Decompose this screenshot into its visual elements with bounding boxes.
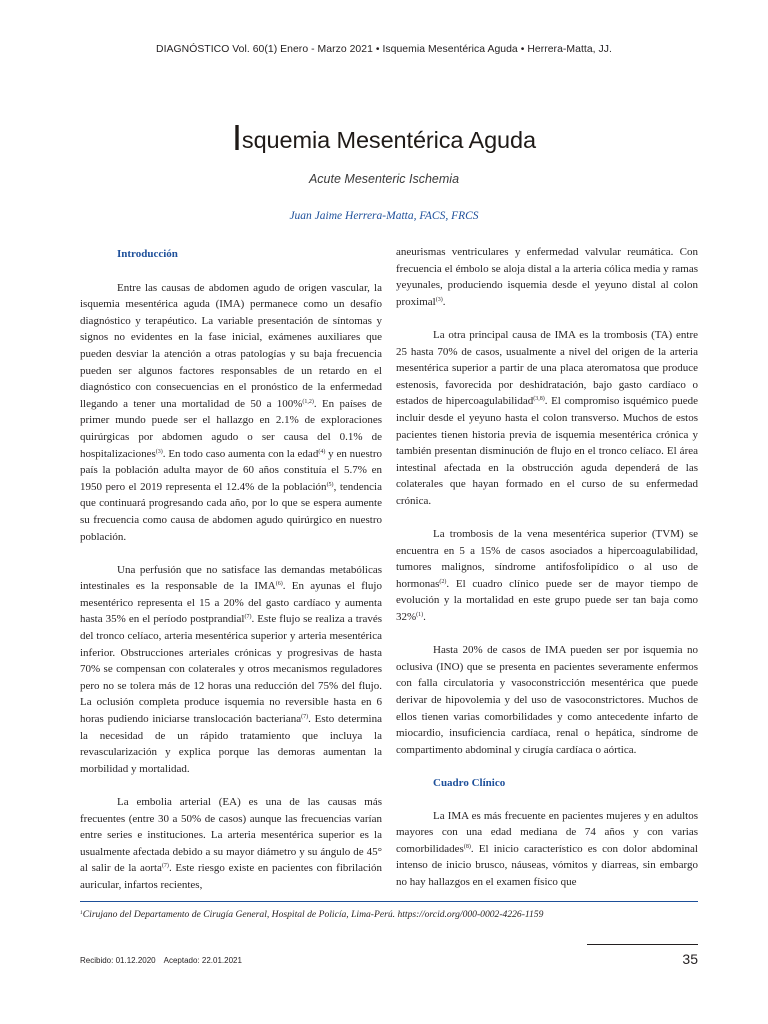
citation: (1) — [416, 612, 424, 619]
article-subtitle: Acute Mesenteric Ischemia — [308, 172, 460, 186]
section-heading-introduccion: Introducción — [117, 248, 178, 260]
paragraph: La otra principal causa de IMA es la trombosis (TA) entre 25 hasta 70% de casos, usualmente a nivel del origen de la arteria mesentérica superior a partir de una placa ateromatosa que produce estenosis, favorecida por deshidratación, bajo gasto cardíaco o estados de hipercoagulabilidad$^{(3,8)}$. El compromiso isquémico puede incluir desde el yeyuno hasta el colon transverso. Muchos de estos pacientes tienen historia previa de isquemia mesentérica crónica y también presentan disminución de flujo en el tronco celíaco. El área intestinal afectada en la obstrucción aguda dependerá de las colaterales que hayan formado en el curso de su enfermedad crónica. — [396, 328, 698, 507]
author-line: Juan Jaime Herrera-Matta, FACS, FRCS — [289, 210, 479, 222]
paragraph: Una perfusión que no satisface las demandas metabólicas intestinales es la responsable de la IMA$^{(6)}$. En ayunas el flujo mesentérico representa el 15 a 20% del gasto cardíaco y aumenta hasta 35% en el período postprandial$^{(7)}$. Este flujo se realiza a través del tronco celíaco, arteria mesentérica superior y arteria mesentérica inferior. Obstrucciones arteriales crónicas y progresivas de hasta 70% se compensan con colaterales y otros mecanismos reguladores pero no se tolera más de 12 horas una reducción del 75% del flujo. La oclusión completa produce isquemia no reversible hasta en 6 horas pudiendo iniciarse translocación bacteriana$^{(7)}$. Esto determina la necesidad de un rápido tratamiento que incluya la revascularización y explica porque las demoras aumentan la morbilidad y mortalidad. — [80, 563, 382, 775]
page-number: 35 — [682, 951, 698, 967]
citation: (3,8) — [533, 396, 545, 403]
author-footnote — [80, 909, 700, 920]
title-drop-initial: I — [232, 117, 242, 158]
citation: (3) — [435, 296, 443, 303]
footnote-divider — [80, 901, 698, 902]
citation: (1,2) — [302, 398, 314, 405]
paragraph: La trombosis de la vena mesentérica superior (TVM) se encuentra en 5 a 15% de casos asociados a hipercoagulabilidad, tumores malignos, síndrome antifosfolipídico o al uso de hormonas$^{(2)}$. El cuadro clínico puede ser de mayor tiempo de evolución y la mortalidad en este grupo puede ser tan baja como 32%$^{(1)}$. — [396, 528, 698, 624]
running-head: DIAGNÓSTICO Vol. 60(1) Enero - Marzo 2021 • Isquemia Mesentérica Aguda • Herrera-Matta, JJ. — [156, 44, 612, 55]
citation: (4) — [318, 448, 326, 455]
footnote-text[interactable]: Cirujano del Departamento de Cirugía General, Hospital de Policía, Lima-Perú. https://orcid.org/000-0002-4226-1159 — [82, 909, 544, 920]
citation: (7) — [161, 863, 169, 870]
page-number-rule — [587, 944, 698, 945]
footnote-marker: 1 — [80, 910, 83, 916]
submission-dates — [80, 956, 250, 965]
citation: (7) — [244, 614, 252, 621]
paragraph: Entre las causas de abdomen agudo de origen vascular, la isquemia mesentérica aguda (IMA) permanece como un desafío diagnóstico y terapéutico. La variable presentación de síntomas y signos no evidentes en la fase inicial, exámenes auxiliares que pueden desviar la atención a otras patologías y su baja frecuencia pueden ser algunos factores responsables de un retardo en el diagnóstico con consecuencias en el pronóstico de la enfermedad llegando a tener una mortalidad de 50 a 100%$^{(1,2)}$. En países de primer mundo puede ser el hallazgo en 2.1% de exploraciones quirúrgicas por abdomen agudo o ser causa del 0.1% de hospitalizaciones$^{(3)}$. En todo caso aumenta con la edad$^{(4)}$ y en nuestro país la población adulta mayor de 60 años constituía el 5.7% en 1950 pero el 2019 representa el 12.4% de la población$^{(5)}$, tendencia que continuará progresando cada año, por lo que se espera aumente su frecuencia como causa de abdomen agudo quirúrgico en nuestro población. — [80, 281, 383, 543]
paragraph: La IMA es más frecuente en pacientes mujeres y en adultos mayores con una edad mediana de 74 años y con varias comorbilidades$^{(8)}$. El inicio característico es con dolor abdominal intenso de inicio brusco, náuseas, vómitos y diarreas, sin embargo no hay hallazgos en el examen físico que — [396, 809, 698, 888]
citation: (3) — [155, 448, 163, 455]
received-date: Recibido: 01.12.2020 — [80, 956, 156, 965]
paragraph: La embolia arterial (EA) es una de las causas más frecuentes (entre 30 a 50% de casos) aunque las frecuencias varían entre series e instituciones. La arteria mesentérica superior es la usualmente afectada debido a su mayor diámetro y su ángulo de 45° al salir de la aorta$^{(7)}$. Este riesgo existe en pacientes con fibrilación auricular, infartos recientes, — [80, 796, 382, 891]
citation: (6) — [275, 581, 283, 588]
section-heading-cuadro-clinico: Cuadro Clínico — [433, 777, 506, 789]
citation: (2) — [439, 578, 447, 585]
accepted-date: Aceptado: 22.01.2021 — [163, 956, 242, 965]
citation: (5) — [326, 481, 334, 488]
citation: (8) — [463, 843, 471, 850]
right-column — [396, 244, 698, 907]
left-column — [80, 246, 382, 910]
title-text: squemia Mesentérica Aguda — [241, 127, 536, 153]
paragraph: Hasta 20% de casos de IMA pueden ser por isquemia no oclusiva (INO) que se presenta en pacientes severamente enfermos con falla circulatoria y vasoconstricción mesentérica que puede derivar de hipovolemia y del uso de vasoconstrictores. Muchos de ellos tienen varias comorbilidades y como antecedente infarto de miocardio, insuficiencia cardíaca, renal o hepática, síndrome de compartimento abdominal y cirugía cardíaca o aórtica. — [396, 644, 698, 756]
paragraph: aneurismas ventriculares y enfermedad valvular reumática. Con frecuencia el émbolo se aloja distal a la arteria cólica media y ramas yeyunales, produciendo isquemia desde el yeyuno distal al colon proximal$^{(3)}$. — [396, 246, 698, 308]
article-title — [0, 117, 768, 158]
citation: (7) — [301, 714, 309, 721]
